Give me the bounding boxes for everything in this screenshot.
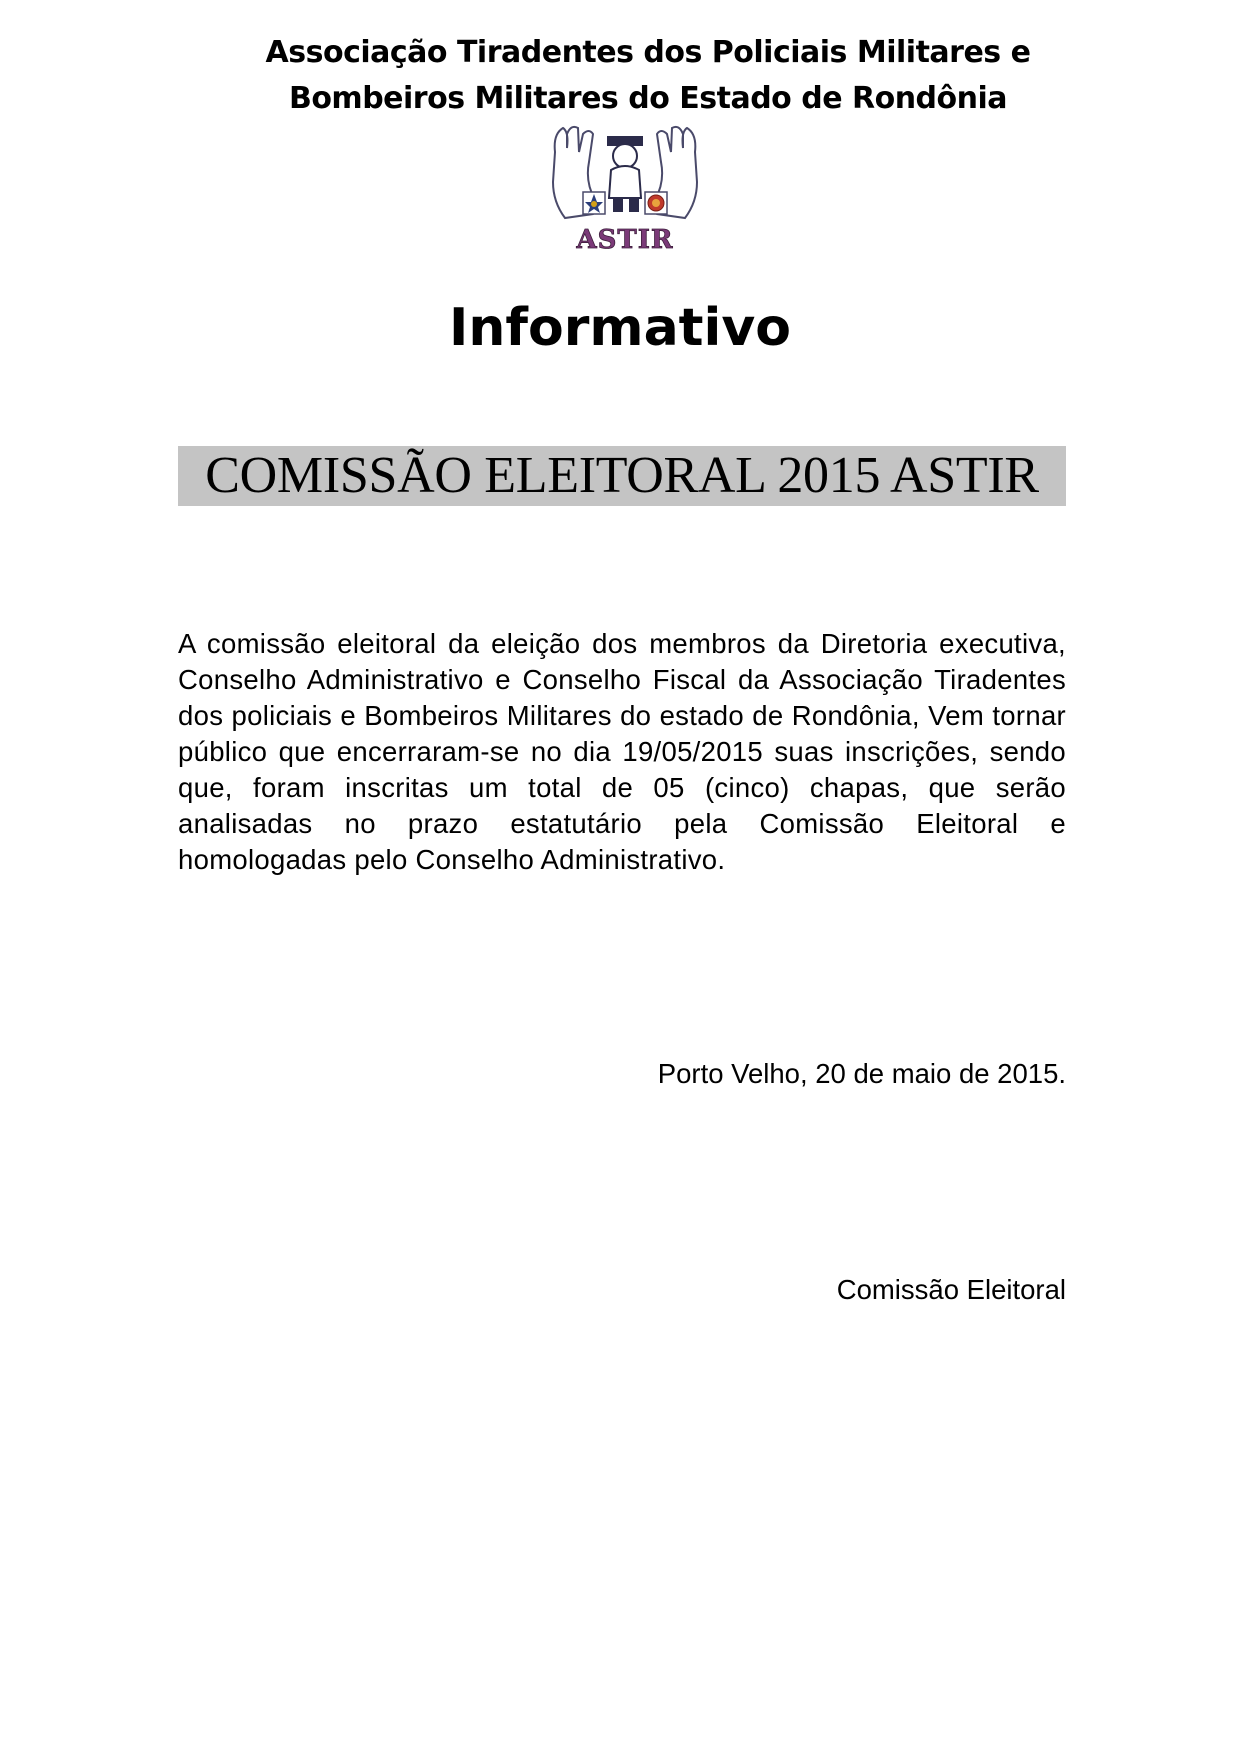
organization-name-line-2: Bombeiros Militares do Estado de Rondônia: [288, 81, 1008, 116]
notice-body: A comissão eleitoral da eleição dos membros da Diretoria executiva, Conselho Administrativo e Conselho Fiscal da Associação Tiradentes dos policiais e Bombeiros Militares do estado de Rondônia, Vem tornar público que encerraram-se no dia 19/05/2015 suas inscrições, sendo que, foram inscritas um total de 05 (cinco) chapas, que serão analisadas no prazo estatutário pela Comissão Eleitoral e homologadas pelo Conselho Administrativo.: [178, 628, 1066, 875]
logo-wordmark: ASTIR: [576, 225, 674, 254]
document-subject: COMISSÃO ELEITORAL 2015 ASTIR: [178, 446, 1066, 506]
signature: Comissão Eleitoral: [836, 1274, 1066, 1305]
document-title: Informativo: [449, 298, 791, 358]
logo-firefighter-badge: [645, 192, 667, 214]
organization-header: [180, 30, 1116, 122]
date-line: Porto Velho, 20 de maio de 2015.: [657, 1058, 1066, 1089]
astir-logo: [545, 122, 705, 254]
organization-name-line-1: Associação Tiradentes dos Policiais Militares e: [265, 35, 1031, 70]
logo-police-badge: [583, 192, 605, 214]
logo-mascot-figure: [607, 136, 643, 212]
